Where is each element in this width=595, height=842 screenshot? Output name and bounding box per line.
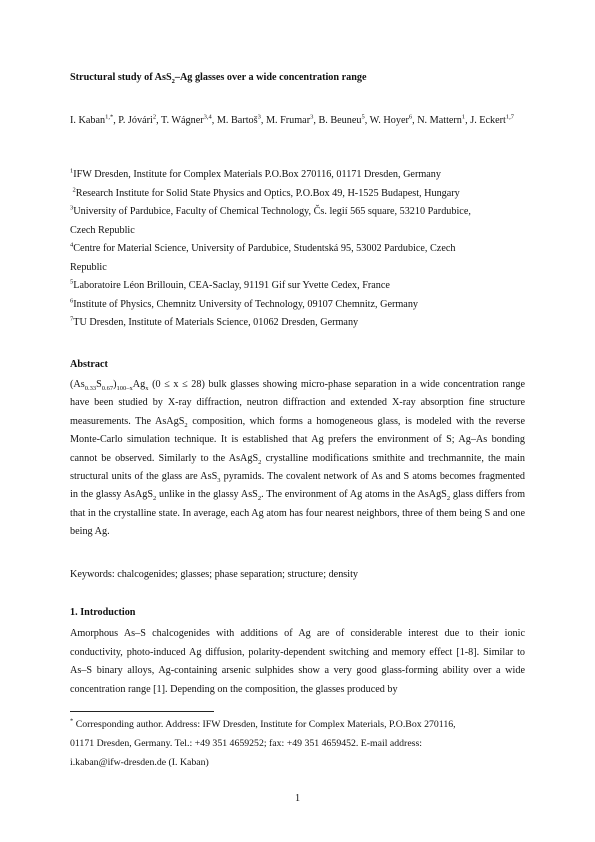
author: W. Hoyer$^6$ bbox=[369, 113, 413, 126]
affiliation: $^4$Centre for Material Science, University of Pardubice, Studentská 95, 53002 Pardubice, Czech Republic bbox=[70, 241, 456, 273]
abstract-formula: $(As_{0.33}S_{0.67})_{100-x}Ag_x$ (0 ≤ x ≤ 28) bbox=[70, 379, 205, 393]
section-heading-introduction: 1. Introduction bbox=[70, 607, 136, 618]
affiliation: $^5$Laboratoire Léon Brillouin, CEA-Saclay, 91191 Gif sur Yvette Cedex, France bbox=[70, 278, 390, 291]
footnote-line: 01171 Dresden, Germany. Tel.: +49 351 4659252; fax: +49 351 4659452. E-mail address: bbox=[70, 738, 423, 749]
footnote bbox=[70, 715, 525, 772]
author: T. Wágner$^{3,4}$ bbox=[161, 113, 212, 126]
author: M. Bartoš$^3$ bbox=[216, 113, 261, 126]
abstract-body: $(As_{0.33}S_{0.67})_{100-x}Ag_x$ (0 ≤ x ≤ 28) bulk glasses showing micro-phase separation in a wide concentration range have been studied by X-ray diffraction, neutron diffraction and extended X-ray absorption fine structure measurements. The AsAgS$_2$ composition, which forms a homogeneous glass, is modeled with the reverse Monte-Carlo simulation technique. It is established that Ag prefers the environment of S; Ag–As bonding cannot be observed. Similarly to the AsAgS$_2$ crystalline modifications smithite and trechmannite, the main structural units of the glass are AsS$_3$ pyramids. The covalent network of As and S atoms becomes fragmented in the glassy AsAgS$_2$ unlike in the glassy AsS$_2$. The environment of Ag atoms in the AsAgS$_2$ glass differs from that in the crystalline state. In average, each Ag atom has four nearest neighbors, three of them being S and one being Ag. bbox=[70, 379, 526, 538]
introduction-body: Amorphous As–S chalcogenides with additions of Ag are of considerable interest due to their ionic conductivity, photo-induced Ag diffusion, polarity-dependent switching and memory effect [1-8]. Similar to As–S binary alloys, Ag-containing arsenic sulphides show a very good glass-forming ability over a wide concentration range [1]. Depending on the composition, the glasses produced by bbox=[70, 628, 525, 695]
author: N. Mattern$^1$ bbox=[417, 113, 466, 126]
footnote-line: * Corresponding author. Address: IFW Dresden, Institute for Complex Materials, P.O.Box 270116, bbox=[70, 717, 456, 730]
title-text-end: –Ag glasses over a wide concentration range bbox=[174, 72, 367, 83]
footnote-rule bbox=[70, 711, 214, 712]
paper-title bbox=[70, 72, 525, 86]
author: M. Frumar$^3$ bbox=[265, 113, 314, 126]
affiliation: $^6$Institute of Physics, Chemnitz University of Technology, 09107 Chemnitz, Germany bbox=[70, 297, 419, 310]
author-list: I. Kaban$^{1,*}$, P. Jóvári$^2$, T. Wágner$^{3,4}$, M. Bartoš$^3$, M. Frumar$^3$, B. Beuneu$^5$, W. Hoyer$^6$, N. Mattern$^1$, J. Eckert$^{1,7}$ bbox=[70, 113, 515, 126]
page-number: 1 bbox=[294, 793, 301, 804]
title-subscript: 2 bbox=[171, 78, 175, 86]
author: B. Beuneu$^5$ bbox=[318, 113, 365, 126]
title-text: Structural study of AsS bbox=[70, 72, 172, 83]
affiliation: $^3$University of Pardubice, Faculty of Chemical Technology, Čs. legií 565 square, 53210 Pardubice, Czech Republic bbox=[70, 204, 471, 236]
affiliation: $^7$TU Dresden, Institute of Materials Science, 01062 Dresden, Germany bbox=[70, 315, 359, 328]
affiliation: $^2$Research Institute for Solid State Physics and Optics, P.O.Box 49, H-1525 Budapest, Hungary bbox=[72, 186, 460, 199]
author: I. Kaban$^{1,*}$ bbox=[70, 113, 114, 126]
author: P. Jóvári$^2$ bbox=[118, 113, 157, 126]
author: J. Eckert$^{1,7}$ bbox=[470, 113, 515, 126]
abstract-heading: Abstract bbox=[70, 359, 108, 370]
affiliation: $^1$IFW Dresden, Institute for Complex Materials P.O.Box 270116, 01171 Dresden, Germany bbox=[70, 167, 441, 180]
keywords: Keywords: chalcogenides; glasses; phase separation; structure; density bbox=[70, 569, 359, 580]
footnote-email-line: i.kaban@ifw-dresden.de (I. Kaban) bbox=[70, 757, 209, 768]
affiliation-list bbox=[70, 166, 525, 333]
